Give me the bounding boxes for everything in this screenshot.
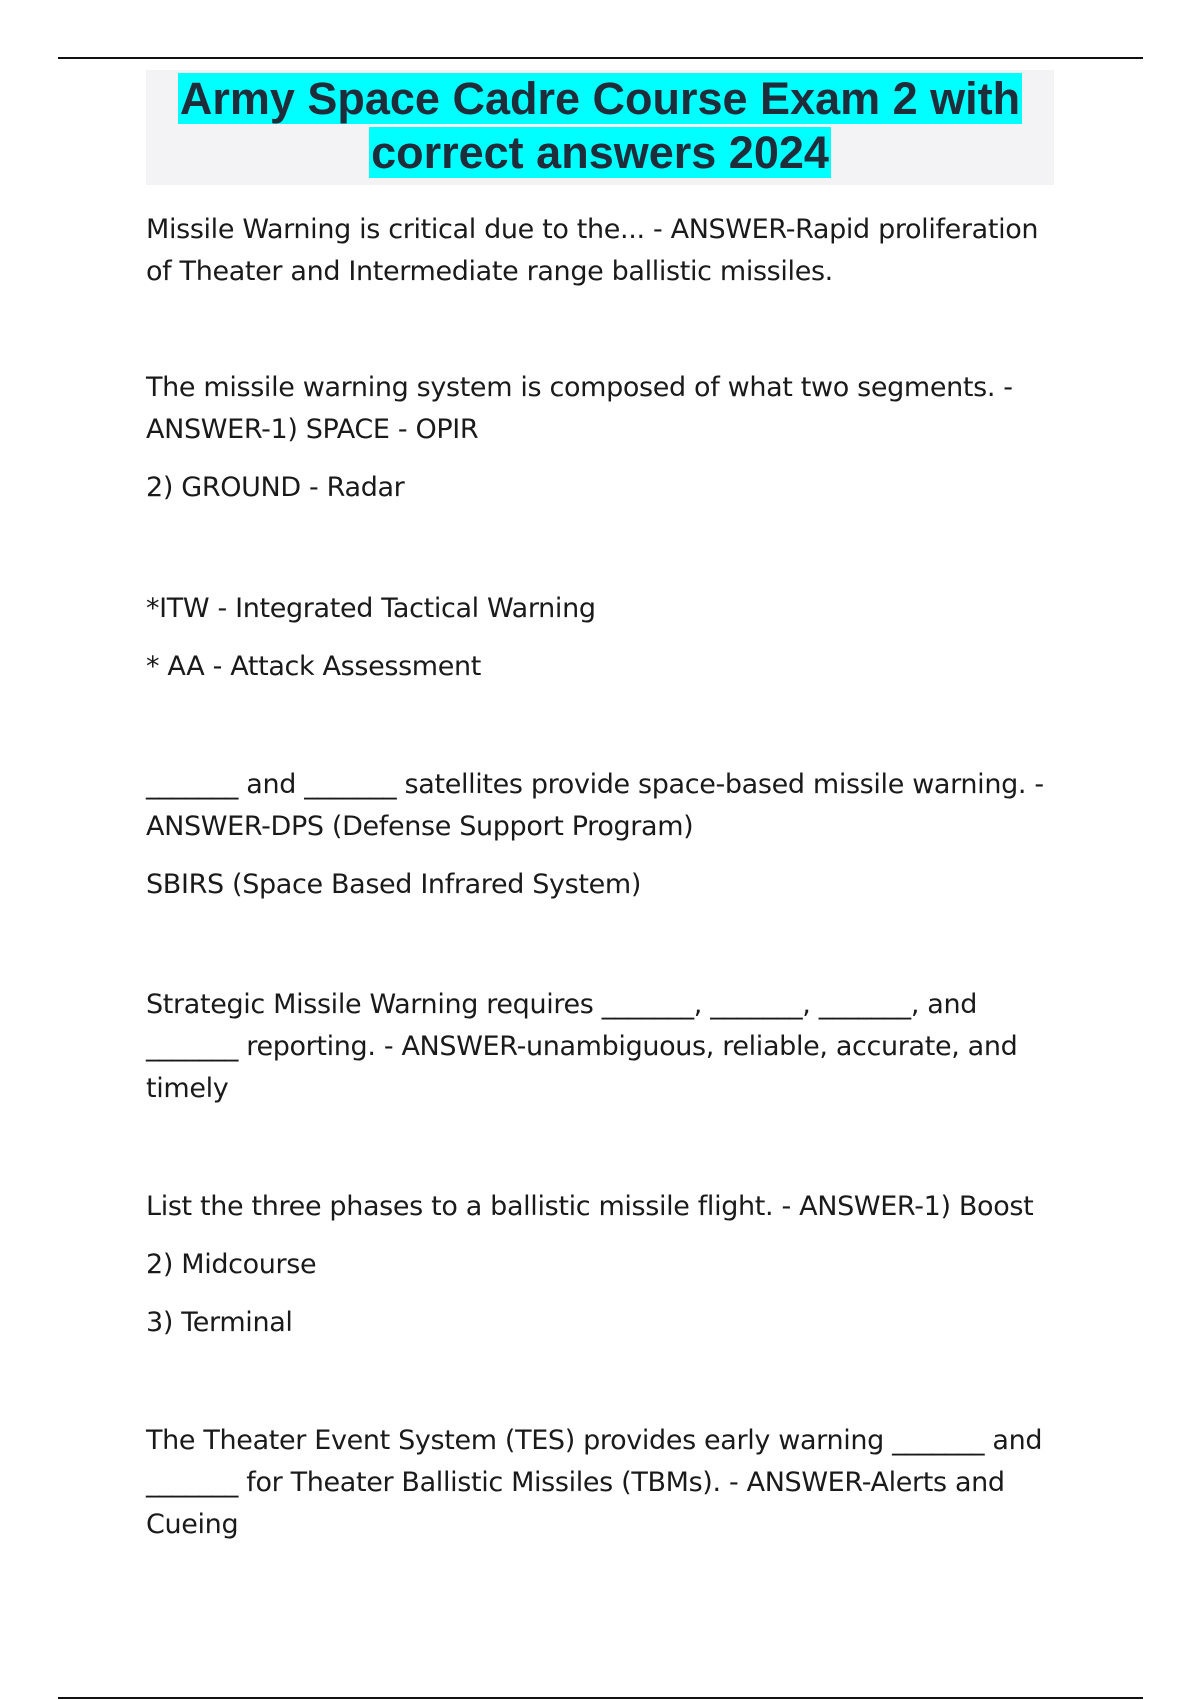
qa-text: 3) Terminal [146,1307,293,1338]
qa-text: * AA - Attack Assessment [146,651,482,682]
title-line-2: correct answers 2024 [371,127,829,178]
qa-item-4 [146,764,1066,906]
document-title [146,70,1054,185]
qa-text: 2) GROUND - Radar [146,472,405,503]
qa-text: Strategic Missile Warning requires _______, _______, _______, and _______ reporting. - ANSWER-unambiguous, reliable, accurate, and timely [146,989,1018,1104]
qa-item-5 [146,984,1066,1110]
qa-item-2 [146,367,1066,509]
qa-text: *ITW - Integrated Tactical Warning [146,593,596,624]
qa-text: List the three phases to a ballistic missile flight. - ANSWER-1) Boost [146,1191,1034,1222]
qa-item-7 [146,1420,1066,1546]
header-rule [58,57,1143,59]
qa-item-1 [146,209,1066,293]
qa-text: _______ and _______ satellites provide space-based missile warning. - ANSWER-DPS (Defense Support Program) [146,769,1044,842]
qa-item-3 [146,588,1066,688]
qa-text: The Theater Event System (TES) provides early warning _______ and _______ for Theater Ballistic Missiles (TBMs). - ANSWER-Alerts and Cueing [146,1425,1043,1540]
qa-item-6 [146,1186,1066,1344]
title-line-1: Army Space Cadre Course Exam 2 with [179,73,1021,124]
qa-text: 2) Midcourse [146,1249,317,1280]
qa-text: The missile warning system is composed of what two segments. - ANSWER-1) SPACE - OPIR [146,372,1013,445]
footer-rule [58,1697,1143,1699]
qa-text: SBIRS (Space Based Infrared System) [146,869,642,900]
qa-text: Missile Warning is critical due to the... - ANSWER-Rapid proliferation of Theater and Intermediate range ballistic missiles. [146,214,1039,287]
